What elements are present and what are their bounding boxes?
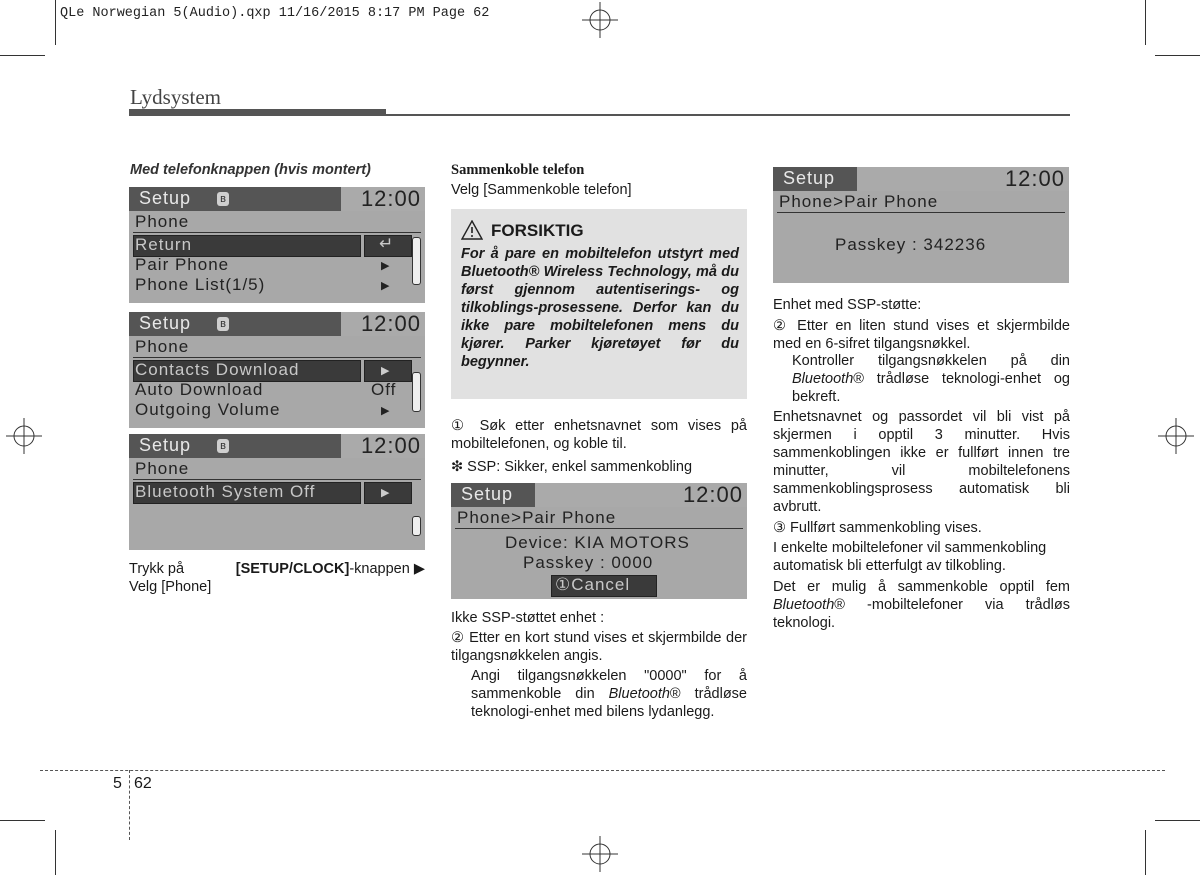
setup-clock-button-label: [SETUP/CLOCK]: [235, 561, 350, 577]
crop-mark: [0, 820, 45, 821]
instruction-text: -knappen ▶: [349, 561, 425, 577]
crop-mark: [55, 0, 56, 45]
menu-item-return[interactable]: Return: [135, 235, 193, 254]
instruction: [129, 560, 425, 596]
section-heading: Sammenkoble telefon: [451, 162, 585, 178]
clock: 12:00: [682, 482, 743, 507]
caution-box: [451, 209, 747, 399]
caution-text: For å pare en mobiltelefon utstyrt med Bluetooth® Wireless Technology, må du først gjennom autentiserings- og tilkoblings-prosessene. Derfor kan du ikke pare mobiltelefonen mens du kjører. Parker kjøretøyet før du begynner.: [461, 246, 739, 370]
paragraph: Det er mulig å sammenkoble opptil fem Bluetooth® -mobiltelefoner via trådløs teknologi.: [773, 579, 1070, 631]
menu-item-pair-phone[interactable]: Pair Phone: [135, 255, 230, 274]
scrollbar[interactable]: [412, 516, 421, 536]
chapter-number: 5: [113, 775, 122, 792]
menu-heading: Phone: [135, 459, 190, 478]
registration-mark: [582, 836, 618, 872]
subheading: Med telefonknappen (hvis montert): [130, 162, 371, 178]
step-2-detail: Angi tilgangsnøkkelen "0000" for å sammenkoble din Bluetooth® trådløse teknologi-enhet med bilens lydanlegg.: [471, 668, 747, 720]
crop-mark: [1145, 0, 1146, 45]
caution-title: FORSIKTIG: [491, 221, 584, 240]
chevron-right-icon: ▶: [381, 365, 390, 377]
menu-item-outgoing-volume[interactable]: Outgoing Volume: [135, 400, 281, 419]
crop-mark: [1155, 55, 1200, 56]
crop-mark: [1145, 830, 1146, 875]
lcd-screen-passkey: [773, 167, 1069, 283]
lcd-screen-phone-menu: [129, 187, 425, 303]
return-icon: ↵: [379, 234, 395, 253]
section-title: Lydsystem: [130, 85, 222, 109]
paragraph: Enhetsnavnet og passordet vil bli vist på skjermen i opptil 3 minutter. Hvis sammenkoblingen ikke er fullført innen tre minutter, vil mobiltelefonens sammenkoblingsprosess automatisk bli avbrutt.: [773, 409, 1070, 515]
device-name: Device: KIA MOTORS: [505, 533, 690, 552]
clock: 12:00: [360, 186, 421, 211]
auto-download-value: Off: [371, 380, 397, 399]
screen-title: Setup: [783, 168, 836, 188]
bluetooth-icon: ʙ: [217, 439, 229, 453]
chevron-right-icon: ▶: [381, 280, 390, 292]
step-1: ① Søk etter enhetsnavnet som vises på mobiltelefonen, og koble til.: [451, 418, 747, 452]
lcd-screen-pair-phone: [451, 483, 747, 599]
section-subline: Velg [Sammenkoble telefon]: [451, 182, 632, 198]
crop-mark: [0, 55, 45, 56]
cancel-button[interactable]: ①Cancel: [555, 575, 631, 594]
menu-item-phone-list[interactable]: Phone List(1/5): [135, 275, 266, 294]
paragraph: I enkelte mobiltelefoner vil sammenkobling automatisk bli etterfulgt av tilkobling.: [773, 540, 1047, 574]
chevron-right-icon: ▶: [381, 405, 390, 417]
passkey-display: Passkey : 342236: [835, 235, 987, 254]
menu-item-contacts-download[interactable]: Contacts Download: [135, 360, 300, 379]
scrollbar[interactable]: [412, 237, 421, 285]
ssp-heading: Enhet med SSP-støtte:: [773, 297, 922, 313]
crop-mark: [55, 830, 56, 875]
instruction-text: Trykk på: [129, 561, 185, 577]
scrollbar[interactable]: [412, 372, 421, 412]
registration-mark: [1158, 418, 1194, 454]
step-2: ② Etter en kort stund vises et skjermbilde der tilgangsnøkkelen angis.: [451, 630, 747, 664]
menu-item-auto-download[interactable]: Auto Download: [135, 380, 264, 399]
screen-title: Setup: [139, 188, 192, 208]
screen-title: Setup: [139, 435, 192, 455]
menu-item-bluetooth-system-off[interactable]: Bluetooth System Off: [135, 482, 316, 501]
menu-heading: Phone: [135, 212, 190, 231]
screen-title: Setup: [461, 484, 514, 504]
screen-breadcrumb: Phone>Pair Phone: [457, 508, 617, 527]
instruction-text: Velg [Phone]: [129, 579, 212, 595]
registration-mark: [582, 2, 618, 38]
step-2: ② Etter en liten stund vises et skjermbilde med en 6-sifret tilgangsnøkkel.: [773, 318, 1070, 352]
menu-heading: Phone: [135, 337, 190, 356]
print-slug: QLe Norwegian 5(Audio).qxp 11/16/2015 8:17 PM Page 62: [60, 6, 490, 21]
passkey-display: Passkey : 0000: [523, 553, 654, 572]
chevron-right-icon: ▶: [381, 487, 390, 499]
screen-title: Setup: [139, 313, 192, 333]
clock: 12:00: [360, 311, 421, 336]
verify-text: Kontroller tilgangsnøkkelen på din Bluetooth® trådløse teknologi-enhet og bekreft.: [792, 353, 1070, 405]
bluetooth-icon: ʙ: [217, 192, 229, 206]
non-ssp-heading: Ikke SSP-støttet enhet :: [451, 610, 605, 626]
bluetooth-icon: ʙ: [217, 317, 229, 331]
clock: 12:00: [1004, 166, 1065, 191]
crop-mark: [1155, 820, 1200, 821]
lcd-screen-phone-settings: [129, 312, 425, 428]
header-rule-thick: [129, 109, 386, 116]
warning-triangle-icon: [461, 220, 483, 240]
footer-divider: [129, 770, 130, 840]
footer-rule: [40, 770, 1165, 771]
step-3: ③ Fullført sammenkobling vises.: [773, 520, 982, 536]
lcd-screen-bluetooth-off: [129, 434, 425, 550]
chevron-right-icon: ▶: [381, 260, 390, 272]
clock: 12:00: [360, 433, 421, 458]
header-rule-thin: [386, 114, 1070, 116]
screen-breadcrumb: Phone>Pair Phone: [779, 192, 939, 211]
registration-mark: [6, 418, 42, 454]
ssp-note: ❇ SSP: Sikker, enkel sammenkobling: [451, 459, 693, 475]
page-number: 62: [134, 775, 152, 792]
